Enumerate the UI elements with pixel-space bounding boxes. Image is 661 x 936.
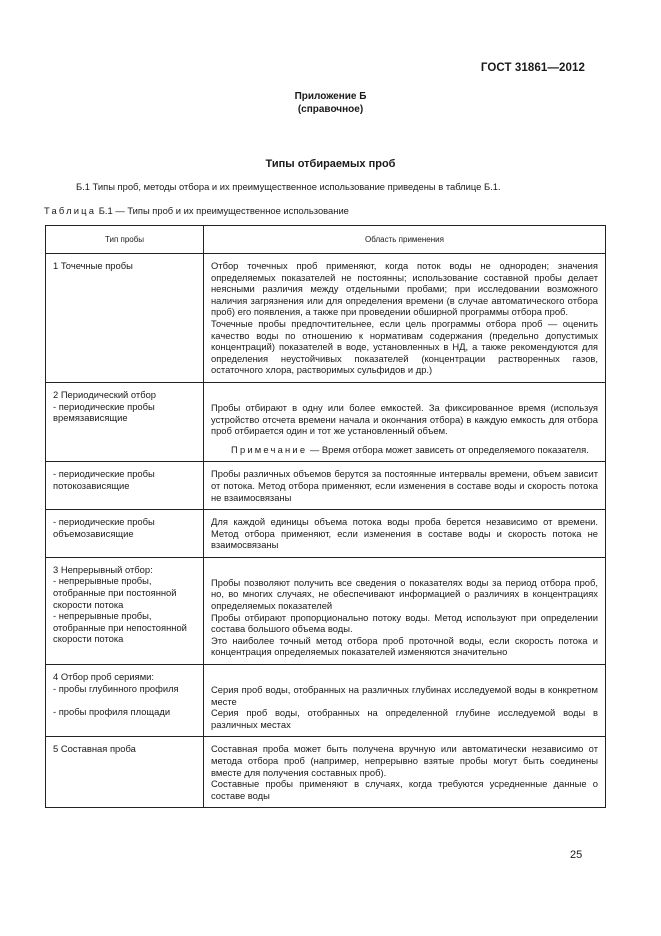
application-text: Составные пробы применяют в случаях, когда требуются усредненные данные о составе воды <box>211 778 598 801</box>
appendix-subtitle: (справочное) <box>297 104 364 115</box>
section-title: Типы отбираемых проб <box>265 158 396 170</box>
sample-type-text: - пробы профиля площади <box>53 706 171 718</box>
application-cell <box>204 254 606 383</box>
sample-type-text: - периодические пробы потокозависящие <box>53 468 155 491</box>
table-row <box>46 737 606 808</box>
application-text: Пробы отбирают пропорционально потоку воды. Метод используют при определении состава большого объема воды. <box>211 611 598 635</box>
header-application-area: Область применения <box>204 226 606 254</box>
application-cell <box>204 510 606 558</box>
sample-type-cell <box>46 510 204 558</box>
application-text: Пробы отбирают в одну или более емкостей. За фиксированное время (используя устройство отсчета времени начала и окончания отбора) в каждую емкость для отбора проб отбирается один и тот же установленный объем. <box>211 401 598 437</box>
sample-type-text: - непрерывные пробы, отобранные при непостоянной скорости потока <box>53 610 187 645</box>
table-row <box>46 382 606 461</box>
sample-type-text: - пробы глубинного профиля <box>53 682 179 694</box>
header-sample-type: Тип пробы <box>46 226 204 254</box>
caption-prefix: Таблица <box>44 205 97 216</box>
page-number: 25 <box>570 849 583 861</box>
note-label: Примечание <box>231 443 308 455</box>
application-cell <box>204 462 606 510</box>
sample-type-cell <box>46 557 204 664</box>
application-cell <box>204 737 606 808</box>
sample-type-cell <box>46 462 204 510</box>
table-row <box>46 462 606 510</box>
sample-type-cell <box>46 737 204 808</box>
sample-type-text: - непрерывные пробы, отобранные при постоянной скорости потока <box>53 575 177 610</box>
application-text: Серия проб воды, отобранных на различных глубинах исследуемой воды в конкретном месте <box>211 684 598 707</box>
sample-type-text: 5 Составная проба <box>53 743 136 755</box>
application-text: Это наиболее точный метод отбора проб проточной воды, если скорость потока и концентрация определяемых показателей изменяются значительно <box>211 634 598 658</box>
sample-type-text: 2 Периодический отбор <box>53 388 157 400</box>
note-text: — Время отбора может зависеть от определяемого показателя. <box>307 443 589 455</box>
application-text: Серия проб воды, отобранных на определенной глубине исследуемой воды в различных местах <box>211 707 598 730</box>
sample-type-cell <box>46 665 204 737</box>
table-note <box>211 444 598 456</box>
sample-type-text: 1 Точечные пробы <box>53 260 133 271</box>
application-text: Пробы позволяют получить все сведения о показателях воды за период отбора проб, но, во многих случаях, не обеспечивают информацией о различиях в концентрациях определяемых показателей <box>211 576 598 612</box>
table-row <box>46 665 606 737</box>
application-cell <box>204 557 606 664</box>
intro-paragraph: Б.1 Типы проб, методы отбора и их преимущественное использование приведены в таблице Б.1. <box>76 181 501 192</box>
application-cell <box>204 665 606 737</box>
sample-type-text: - периодические пробы времязависящие <box>53 400 155 424</box>
sample-type-cell <box>46 254 204 383</box>
sample-type-text: 3 Непрерывный отбор: <box>53 563 153 575</box>
table-caption <box>44 205 349 216</box>
sample-type-cell <box>46 382 204 461</box>
table-row <box>46 510 606 558</box>
application-text: Пробы различных объемов берутся за постоянные интервалы времени, объем зависит от потока. Метод отбора применяют, если изменения в составе воды и скорость потока не взаимосвязаны <box>211 468 598 503</box>
sample-types-table <box>45 225 606 808</box>
appendix-heading <box>0 90 661 116</box>
application-cell <box>204 382 606 461</box>
table-row <box>46 254 606 383</box>
application-text: Для каждой единицы объема потока воды проба берется независимо от времени. Метод отбора применяют, если изменения в составе воды и скорость потока не взаимосвязаны <box>211 516 598 551</box>
gost-code: ГОСТ 31861—2012 <box>480 62 585 74</box>
application-text: Составная проба может быть получена вручную или автоматически независимо от метода отбора проб (например, непрерывно взятые пробы могут быть соединены вместе для получения составных проб). <box>211 743 598 778</box>
sample-type-text: - периодические пробы объемозависящие <box>53 516 155 539</box>
appendix-title: Приложение Б <box>294 91 367 102</box>
sample-type-text: 4 Отбор проб сериями: <box>53 671 155 683</box>
table-header-row <box>46 226 606 254</box>
table-row <box>46 557 606 664</box>
caption-text: Б.1 — Типы проб и их преимущественное использование <box>96 205 349 216</box>
application-text: Точечные пробы предпочтительнее, если цель программы отбора проб — оценить качество воды по отношению к нормативам содержания (предельно допустимых концентраций) показателей в воде, установленных в НД, а также рекомендуются для определения неустойчивых показателей (концентрации растворенных газов, остаточного хлора, растворимых сульфидов и др.) <box>211 317 598 376</box>
application-text: Отбор точечных проб применяют, когда поток воды не однороден; значения определяемых показателей не постоянны; использование составной пробы делает неясными различия между отдельными пробами; при исследовании возможного наличия загрязнения или для определения времени (в случае автоматического отбора проб) его появления, а также при проведении обширной программы отбора проб. <box>211 260 598 318</box>
